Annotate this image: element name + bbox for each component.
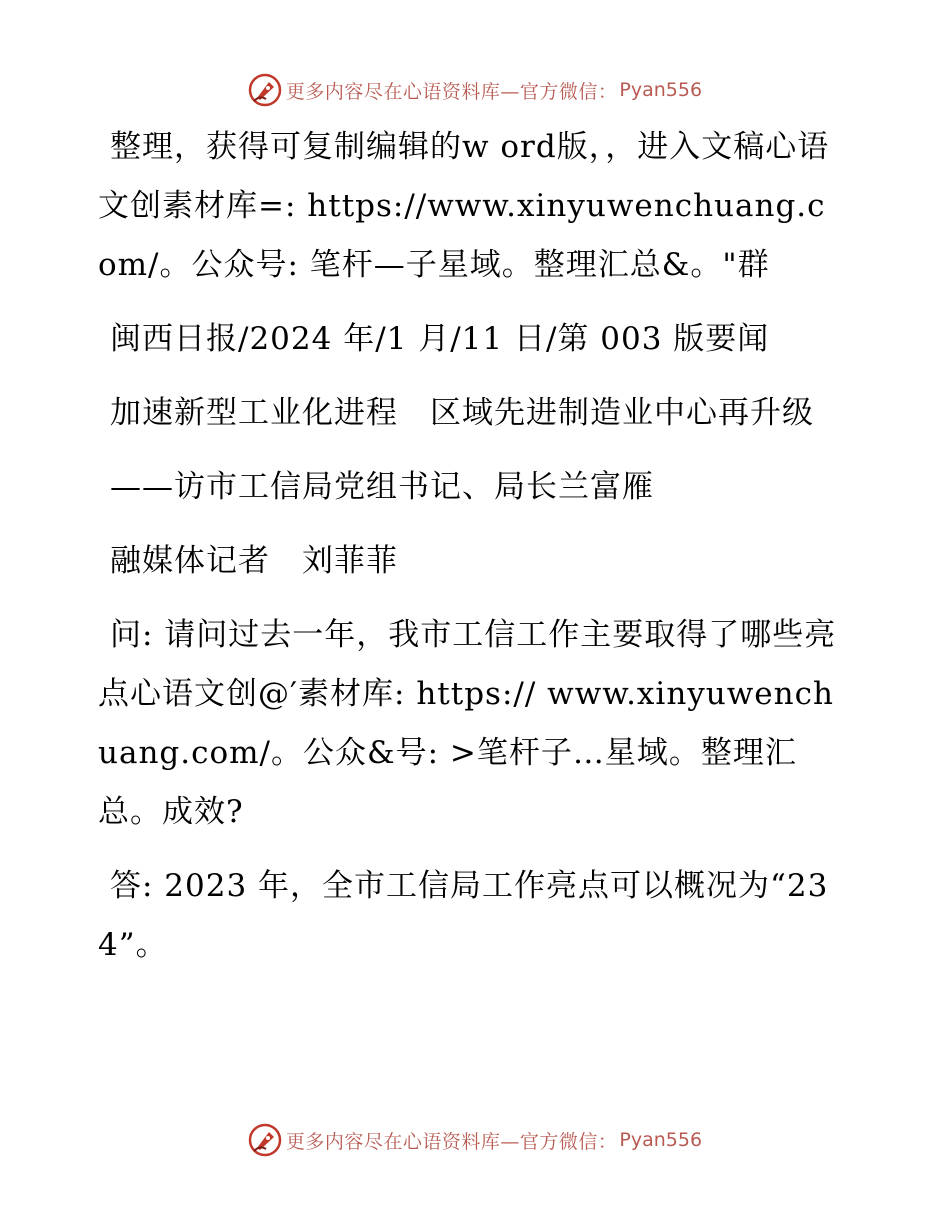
wechat-id: Pyan556 — [619, 1129, 703, 1151]
answer-text: 答: 2023 年，全市工信局工作亮点可以概况为“234”。 — [98, 868, 829, 963]
source-line: 闽西日报/2024 年/1 月/11 日/第 003 版要闻 — [110, 321, 770, 357]
header-banner — [0, 72, 950, 108]
banner-text: 更多内容尽在心语资料库—官方微信： — [285, 1130, 618, 1153]
pen-nib-logo-icon — [248, 1123, 282, 1157]
byline — [98, 532, 838, 591]
byline-text: 融媒体记者 刘菲菲 — [110, 543, 398, 579]
subtitle-text: ——访市工信局党组书记、局长兰富雁 — [110, 469, 654, 505]
paragraph-question — [98, 606, 838, 842]
paragraph-text: 整理，获得可复制编辑的w ord版，，进入文稿心语文创素材库=: https://www.xinyuwenchuang.com/。公众号: 笔杆—子星域。整理汇总&。"群 — [98, 129, 830, 283]
paragraph-source — [98, 310, 838, 369]
document-body — [98, 118, 838, 990]
footer-banner — [0, 1122, 950, 1158]
title-text: 加速新型工业化进程 区域先进制造业中心再升级 — [110, 395, 814, 431]
article-subtitle — [98, 458, 838, 517]
banner-text: 更多内容尽在心语资料库—官方微信： — [285, 80, 618, 103]
paragraph-intro — [98, 118, 838, 295]
paragraph-answer — [98, 857, 838, 975]
article-title — [98, 384, 838, 443]
question-text: 问: 请问过去一年，我市工信工作主要取得了哪些亮点心语文创@′素材库: https:// www.xinyuwenchuang.com/。公众&号: >笔杆子…星域。整理汇总。成效? — [98, 617, 837, 830]
pen-nib-logo-icon — [248, 73, 282, 107]
wechat-id: Pyan556 — [619, 79, 703, 101]
